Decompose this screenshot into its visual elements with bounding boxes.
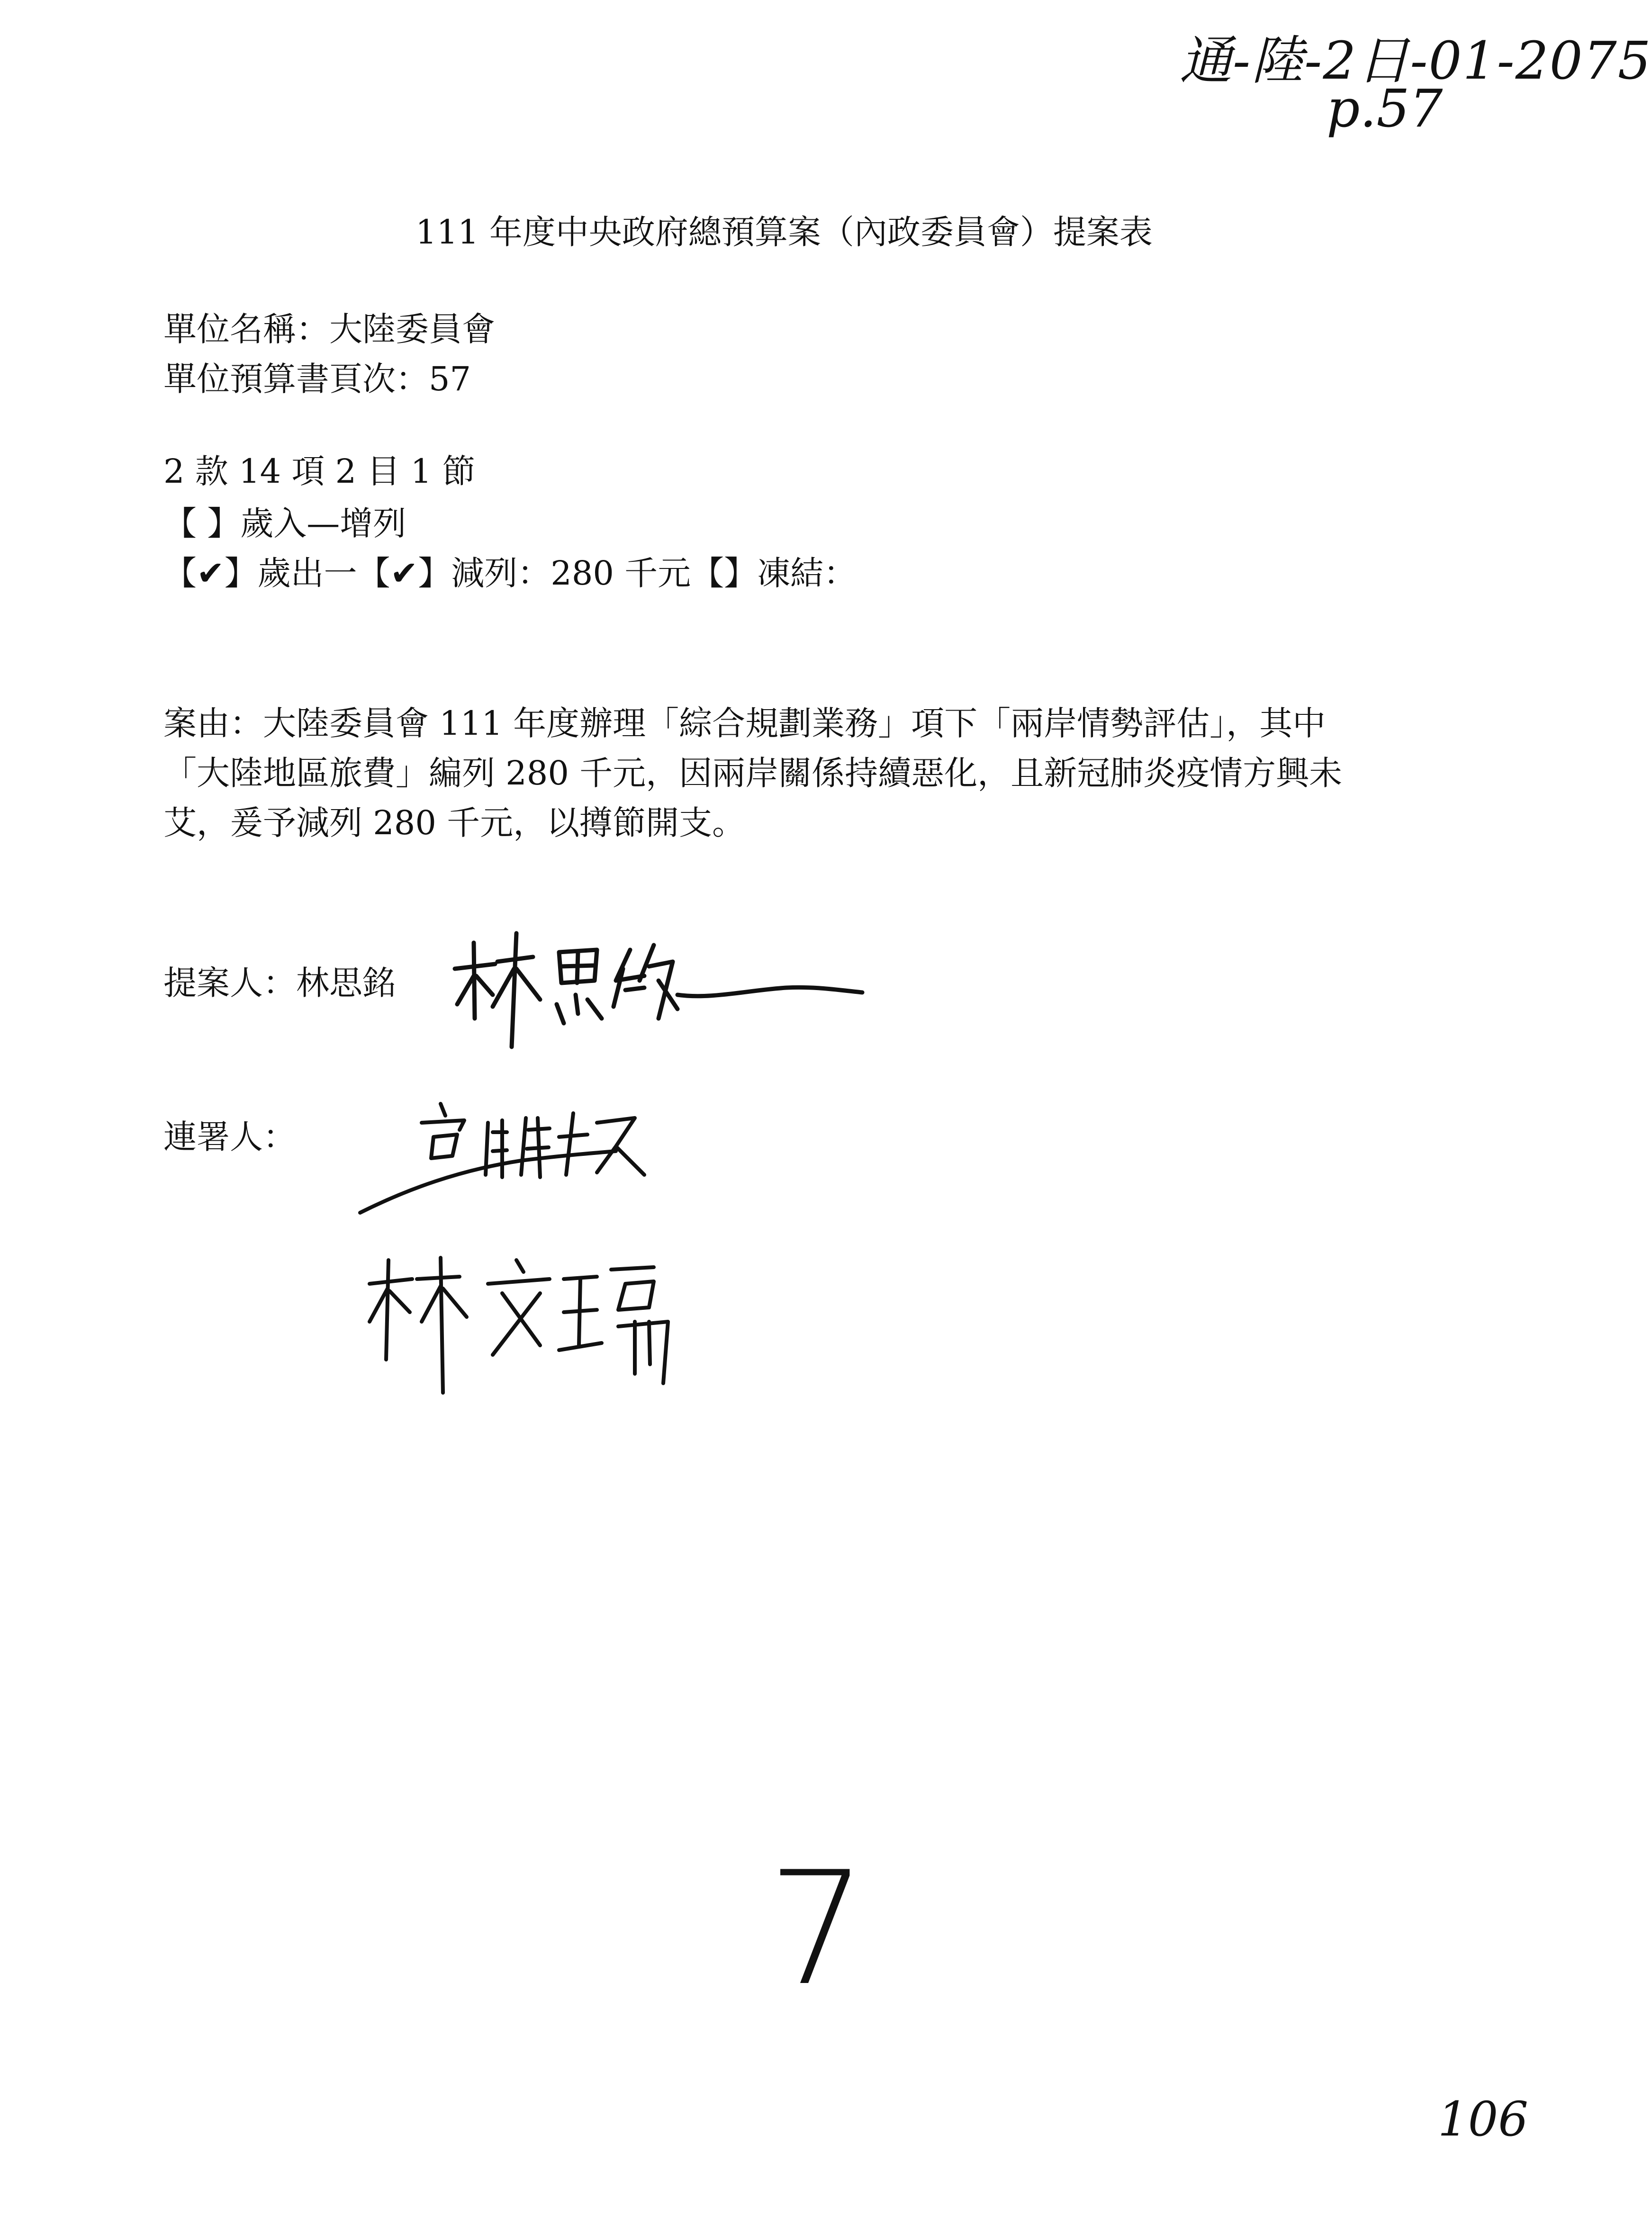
unit-name: 單位名稱：大陸委員會 — [163, 310, 495, 349]
reason-line: 案由：大陸委員會 111 年度辦理「綜合規劃業務」項下「兩岸情勢評估」，其中 — [163, 704, 1326, 743]
budget-section: 2 款 14 項 2 目 1 節 — [163, 452, 476, 491]
reason-line: 艾，爰予減列 280 千元，以撙節開支。 — [163, 803, 746, 842]
handwritten-page-mark: 7 — [767, 1838, 867, 2020]
handwritten-page-reference: p.57 — [1327, 78, 1443, 139]
proposer-label: 提案人：林思銘 — [163, 964, 396, 1002]
handwritten-corner-note: 通-陸-2日-01-2075 — [1180, 30, 1652, 91]
reason-line: 「大陸地區旅費」編列 280 千元，因兩岸關係持續惡化，且新冠肺炎疫情方興未 — [163, 754, 1343, 793]
cosigner-signature — [360, 1251, 720, 1402]
cosigner-signature — [351, 1094, 692, 1236]
proposer-signature — [445, 924, 872, 1066]
unit-budget-page: 單位預算書頁次：57 — [163, 360, 471, 398]
expense-reduction-option: 【✔】歲出一【✔】減列：280 千元【】凍結： — [163, 554, 857, 593]
form-title: 111 年度中央政府總預算案（內政委員會）提案表 — [415, 213, 1153, 252]
revenue-increase-option: 【 】歲入—增列 — [163, 504, 406, 543]
proposal-reason — [163, 699, 1462, 848]
cosigner-label: 連署人： — [163, 1118, 296, 1156]
handwritten-footer-number: 106 — [1438, 2091, 1528, 2147]
